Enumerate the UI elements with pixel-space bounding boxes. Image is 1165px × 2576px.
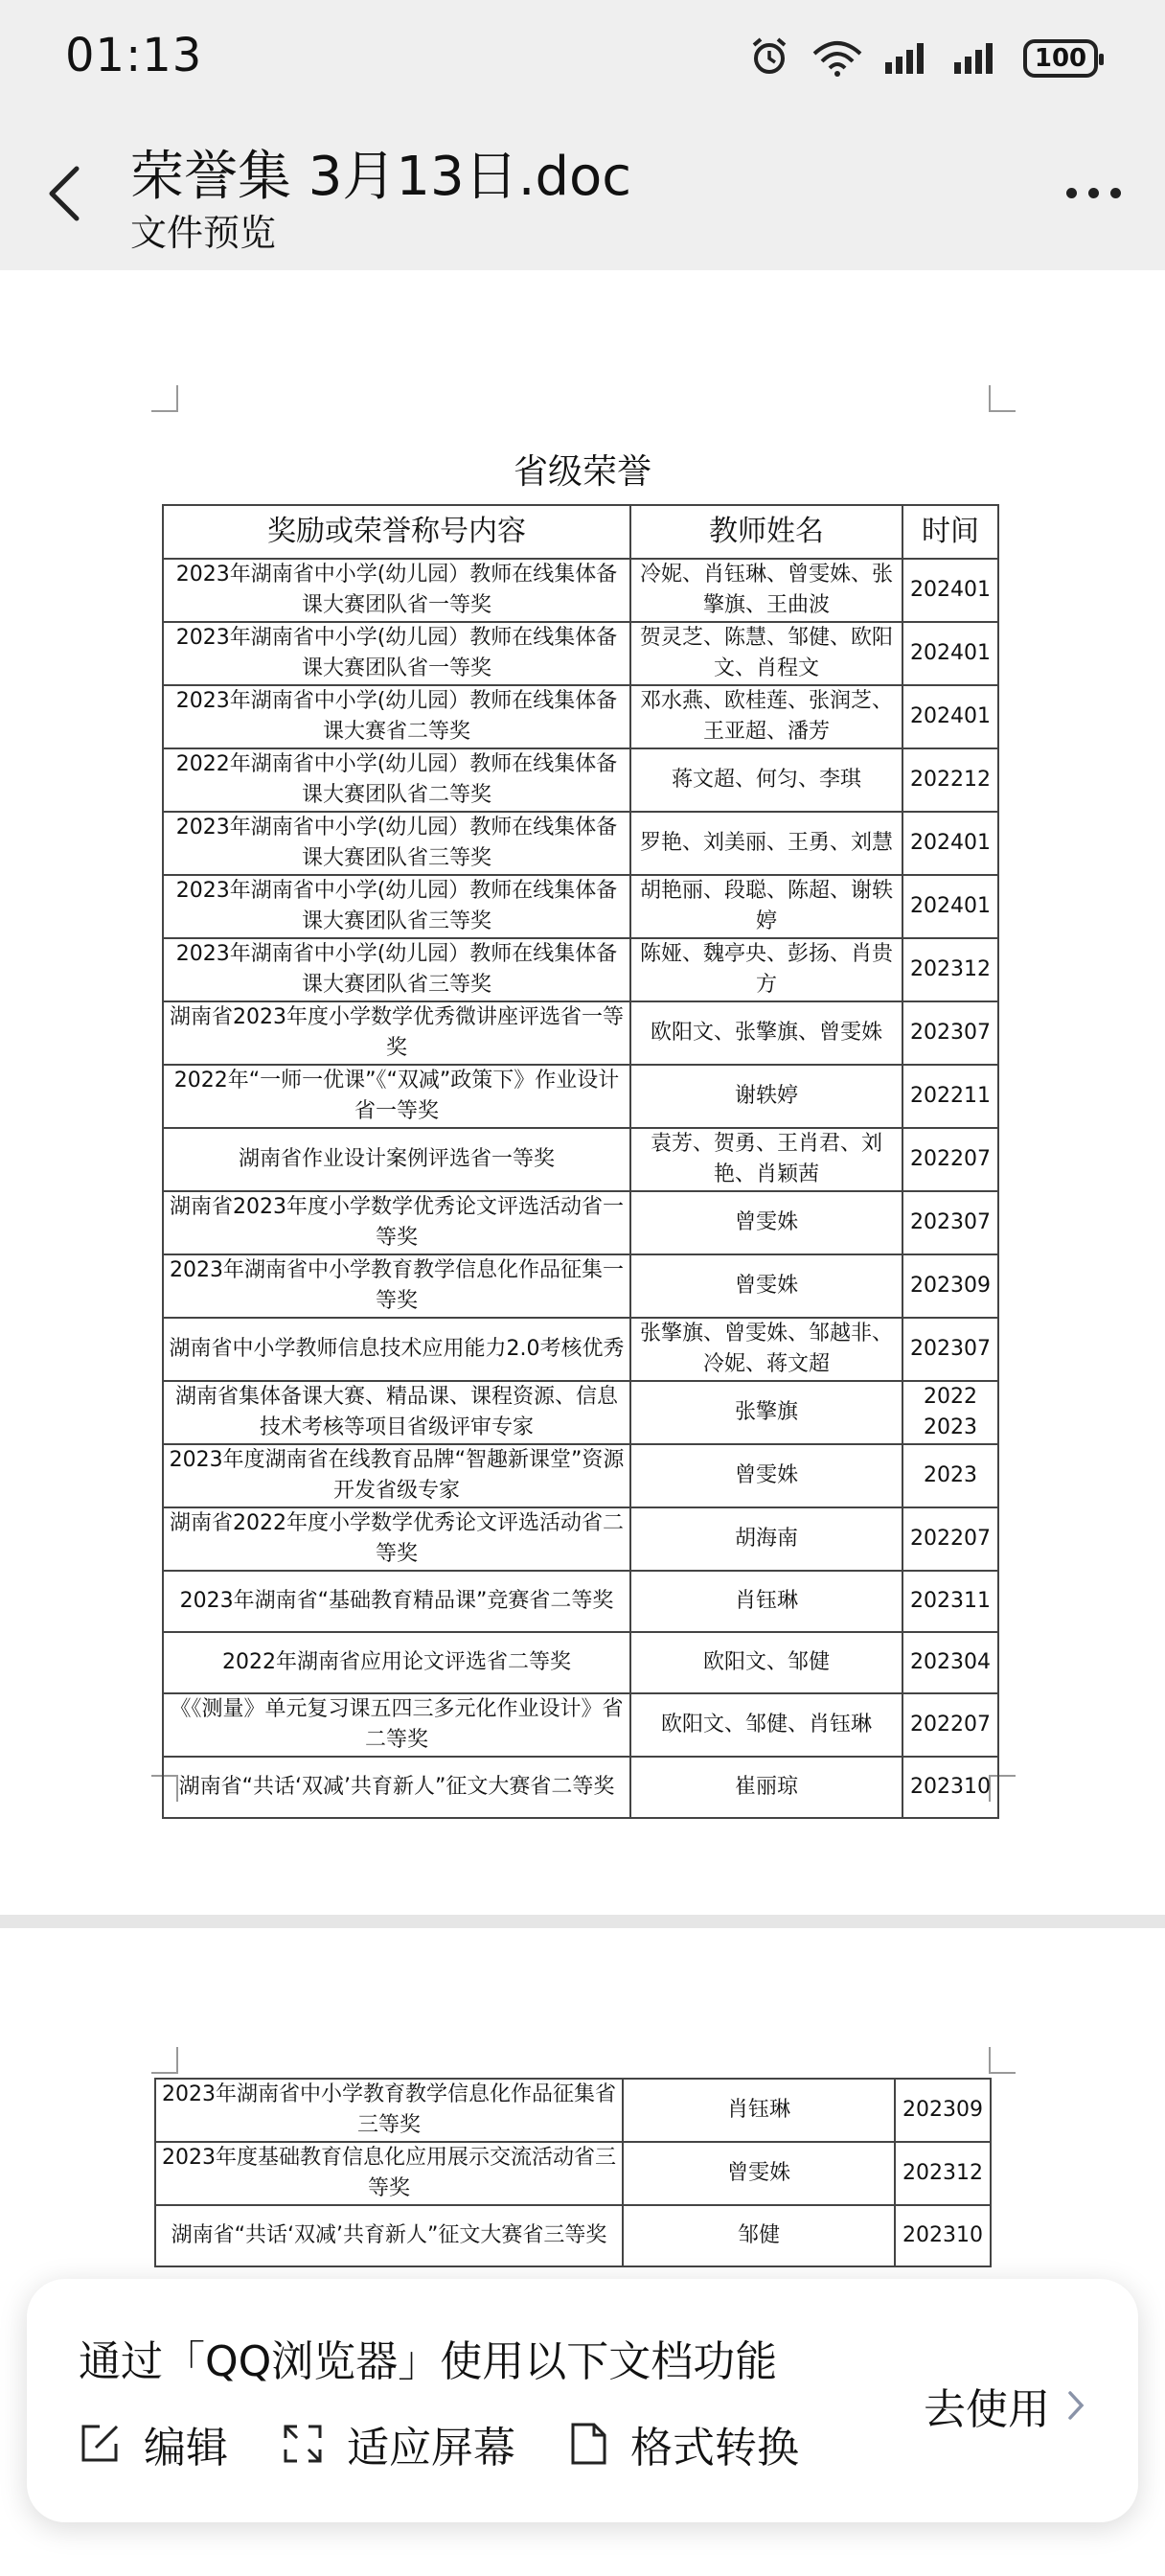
column-header: 时间 bbox=[902, 505, 998, 559]
teacher-names-cell: 陈娅、魏亭央、彭扬、肖贵方 bbox=[630, 938, 902, 1001]
wifi-icon bbox=[811, 36, 864, 80]
table-row bbox=[163, 1757, 998, 1818]
teacher-names-cell: 曾雯姝 bbox=[630, 1191, 902, 1254]
date-cell: 202401 bbox=[902, 559, 998, 622]
chevron-left-icon bbox=[40, 163, 92, 224]
honors-table bbox=[162, 504, 999, 1819]
document-subtitle: 文件预览 bbox=[130, 212, 277, 254]
award-cell: 湖南省作业设计案例评选省一等奖 bbox=[163, 1128, 630, 1191]
teacher-names-cell: 肖钰琳 bbox=[623, 2079, 895, 2142]
promo-actions bbox=[79, 2413, 799, 2474]
award-cell: 2022年湖南省应用论文评选省二等奖 bbox=[163, 1632, 630, 1693]
page-corner-mark bbox=[151, 2047, 178, 2074]
teacher-names-cell: 蒋文超、何匀、李琪 bbox=[630, 748, 902, 812]
date-cell: 202212 bbox=[902, 748, 998, 812]
date-cell: 202207 bbox=[902, 1128, 998, 1191]
award-cell: 湖南省“共话‘双减’共育新人”征文大赛省二等奖 bbox=[163, 1757, 630, 1818]
teacher-names-cell: 胡艳丽、段聪、陈超、谢轶婷 bbox=[630, 875, 902, 938]
date-cell: 202312 bbox=[902, 938, 998, 1001]
table-row bbox=[163, 1001, 998, 1065]
table-row bbox=[163, 685, 998, 748]
fit-screen-icon bbox=[282, 2423, 324, 2465]
teacher-names-cell: 肖钰琳 bbox=[630, 1571, 902, 1632]
award-cell: 湖南省集体备课大赛、精品课、课程资源、信息技术考核等项目省级评审专家 bbox=[163, 1381, 630, 1444]
table-row bbox=[163, 748, 998, 812]
table-header-row bbox=[163, 505, 998, 559]
go-use-button[interactable] bbox=[924, 2375, 1086, 2436]
award-cell: 2023年湖南省“基础教育精品课”竞赛省二等奖 bbox=[163, 1571, 630, 1632]
table-row bbox=[163, 1318, 998, 1381]
date-cell: 202401 bbox=[902, 875, 998, 938]
date-cell: 202307 bbox=[902, 1318, 998, 1381]
award-cell: 2023年湖南省中小学教育教学信息化作品征集省三等奖 bbox=[155, 2079, 623, 2142]
dot-icon bbox=[1110, 188, 1121, 198]
status-bar bbox=[0, 0, 1165, 115]
document-page bbox=[0, 270, 1165, 1915]
teacher-names-cell: 张擎旗 bbox=[630, 1381, 902, 1444]
award-cell: 湖南省2022年度小学数学优秀论文评选活动省二等奖 bbox=[163, 1507, 630, 1571]
more-options-button[interactable] bbox=[1066, 188, 1121, 198]
date-cell: 2022 2023 bbox=[902, 1381, 998, 1444]
table-row bbox=[163, 1254, 998, 1318]
format-convert-label: 格式转换 bbox=[630, 2424, 799, 2472]
date-cell: 202311 bbox=[902, 1571, 998, 1632]
page-corner-mark bbox=[989, 2047, 1016, 2074]
award-cell: 2023年度湖南省在线教育品牌“智趣新课堂”资源开发省级专家 bbox=[163, 1444, 630, 1507]
qq-browser-promo-card bbox=[27, 2279, 1138, 2522]
page-corner-mark bbox=[151, 385, 178, 412]
file-icon bbox=[569, 2423, 607, 2465]
date-cell: 202309 bbox=[895, 2079, 991, 2142]
table-row bbox=[163, 622, 998, 685]
teacher-names-cell: 曾雯姝 bbox=[630, 1444, 902, 1507]
date-cell: 202310 bbox=[902, 1757, 998, 1818]
table-row bbox=[163, 1632, 998, 1693]
table-row bbox=[163, 1693, 998, 1757]
teacher-names-cell: 贺灵芝、陈慧、邹健、欧阳文、肖程文 bbox=[630, 622, 902, 685]
status-time: 01:13 bbox=[65, 29, 203, 82]
teacher-names-cell: 欧阳文、张擎旗、曾雯姝 bbox=[630, 1001, 902, 1065]
teacher-names-cell: 曾雯姝 bbox=[623, 2142, 895, 2205]
battery-level: 100 bbox=[1034, 44, 1087, 73]
battery-icon bbox=[1023, 39, 1098, 78]
teacher-names-cell: 崔丽琼 bbox=[630, 1757, 902, 1818]
award-cell: 2023年湖南省中小学(幼儿园）教师在线集体备课大赛团队省三等奖 bbox=[163, 812, 630, 875]
table-row bbox=[155, 2142, 991, 2205]
column-header: 奖励或荣誉称号内容 bbox=[163, 505, 630, 559]
document-title: 荣誉集 3月13日.doc bbox=[130, 146, 632, 208]
award-cell: 2022年“一师一优课”《“双减”政策下》作业设计省一等奖 bbox=[163, 1065, 630, 1128]
award-cell: 湖南省“共话‘双减’共育新人”征文大赛省三等奖 bbox=[155, 2205, 623, 2266]
award-cell: 2023年度基础教育信息化应用展示交流活动省三等奖 bbox=[155, 2142, 623, 2205]
award-cell: 2022年湖南省中小学(幼儿园）教师在线集体备课大赛团队省二等奖 bbox=[163, 748, 630, 812]
award-cell: 2023年湖南省中小学教育教学信息化作品征集一等奖 bbox=[163, 1254, 630, 1318]
teacher-names-cell: 张擎旗、曾雯姝、邹越非、冷妮、蒋文超 bbox=[630, 1318, 902, 1381]
teacher-names-cell: 胡海南 bbox=[630, 1507, 902, 1571]
award-cell: 湖南省2023年度小学数学优秀论文评选活动省一等奖 bbox=[163, 1191, 630, 1254]
teacher-names-cell: 邓水燕、欧桂莲、张润芝、王亚超、潘芳 bbox=[630, 685, 902, 748]
date-cell: 202312 bbox=[895, 2142, 991, 2205]
date-cell: 202207 bbox=[902, 1693, 998, 1757]
fit-screen-label: 适应屏幕 bbox=[347, 2424, 515, 2472]
table-row bbox=[163, 1571, 998, 1632]
date-cell: 202211 bbox=[902, 1065, 998, 1128]
teacher-names-cell: 欧阳文、邹健 bbox=[630, 1632, 902, 1693]
chevron-right-icon bbox=[1065, 2389, 1086, 2422]
table-row bbox=[163, 1507, 998, 1571]
teacher-names-cell: 袁芳、贺勇、王肖君、刘艳、肖颖茜 bbox=[630, 1128, 902, 1191]
award-cell: 湖南省2023年度小学数学优秀微讲座评选省一等奖 bbox=[163, 1001, 630, 1065]
award-cell: 湖南省中小学教师信息技术应用能力2.0考核优秀 bbox=[163, 1318, 630, 1381]
teacher-names-cell: 罗艳、刘美丽、王勇、刘慧 bbox=[630, 812, 902, 875]
alarm-icon bbox=[749, 36, 789, 80]
table-row bbox=[163, 938, 998, 1001]
table-row bbox=[163, 1191, 998, 1254]
date-cell: 202401 bbox=[902, 622, 998, 685]
award-cell: 2023年湖南省中小学(幼儿园）教师在线集体备课大赛团队省一等奖 bbox=[163, 622, 630, 685]
back-button[interactable] bbox=[40, 163, 92, 224]
table-row bbox=[163, 875, 998, 938]
fit-screen-button[interactable] bbox=[282, 2413, 515, 2474]
page-corner-mark bbox=[989, 385, 1016, 412]
app-header bbox=[0, 115, 1165, 270]
table-row bbox=[163, 1381, 998, 1444]
edit-button[interactable] bbox=[79, 2413, 228, 2474]
signal-icon bbox=[954, 39, 1002, 78]
teacher-names-cell: 冷妮、肖钰琳、曾雯姝、张擎旗、王曲波 bbox=[630, 559, 902, 622]
date-cell: 2023 bbox=[902, 1444, 998, 1507]
dot-icon bbox=[1066, 188, 1077, 198]
status-icons bbox=[749, 36, 1098, 80]
date-cell: 202307 bbox=[902, 1191, 998, 1254]
table-row bbox=[155, 2079, 991, 2142]
edit-label: 编辑 bbox=[144, 2424, 228, 2472]
award-cell: 2023年湖南省中小学(幼儿园）教师在线集体备课大赛团队省一等奖 bbox=[163, 559, 630, 622]
table-row bbox=[163, 1444, 998, 1507]
date-cell: 202401 bbox=[902, 812, 998, 875]
table-row bbox=[163, 812, 998, 875]
award-cell: 2023年湖南省中小学(幼儿园）教师在线集体备课大赛团队省三等奖 bbox=[163, 875, 630, 938]
date-cell: 202309 bbox=[902, 1254, 998, 1318]
teacher-names-cell: 谢轶婷 bbox=[630, 1065, 902, 1128]
date-cell: 202207 bbox=[902, 1507, 998, 1571]
award-cell: 2023年湖南省中小学(幼儿园）教师在线集体备课大赛省二等奖 bbox=[163, 685, 630, 748]
honors-table-continued bbox=[154, 2078, 992, 2267]
dot-icon bbox=[1088, 188, 1099, 198]
teacher-names-cell: 邹健 bbox=[623, 2205, 895, 2266]
go-use-label: 去使用 bbox=[924, 2385, 1050, 2434]
teacher-names-cell: 欧阳文、邹健、肖钰琳 bbox=[630, 1693, 902, 1757]
format-convert-button[interactable] bbox=[569, 2413, 799, 2474]
table-row bbox=[163, 1128, 998, 1191]
promo-text: 通过「QQ浏览器」使用以下文档功能 bbox=[79, 2337, 778, 2386]
date-cell: 202304 bbox=[902, 1632, 998, 1693]
award-cell: 2023年湖南省中小学(幼儿园）教师在线集体备课大赛团队省三等奖 bbox=[163, 938, 630, 1001]
section-title: 省级荣誉 bbox=[513, 452, 651, 492]
award-cell: 《《测量》单元复习课五四三多元化作业设计》省二等奖 bbox=[163, 1693, 630, 1757]
edit-icon bbox=[79, 2423, 121, 2465]
date-cell: 202310 bbox=[895, 2205, 991, 2266]
date-cell: 202401 bbox=[902, 685, 998, 748]
column-header: 教师姓名 bbox=[630, 505, 902, 559]
signal-icon bbox=[885, 39, 933, 78]
date-cell: 202307 bbox=[902, 1001, 998, 1065]
table-row bbox=[155, 2205, 991, 2266]
table-row bbox=[163, 559, 998, 622]
table-row bbox=[163, 1065, 998, 1128]
teacher-names-cell: 曾雯姝 bbox=[630, 1254, 902, 1318]
